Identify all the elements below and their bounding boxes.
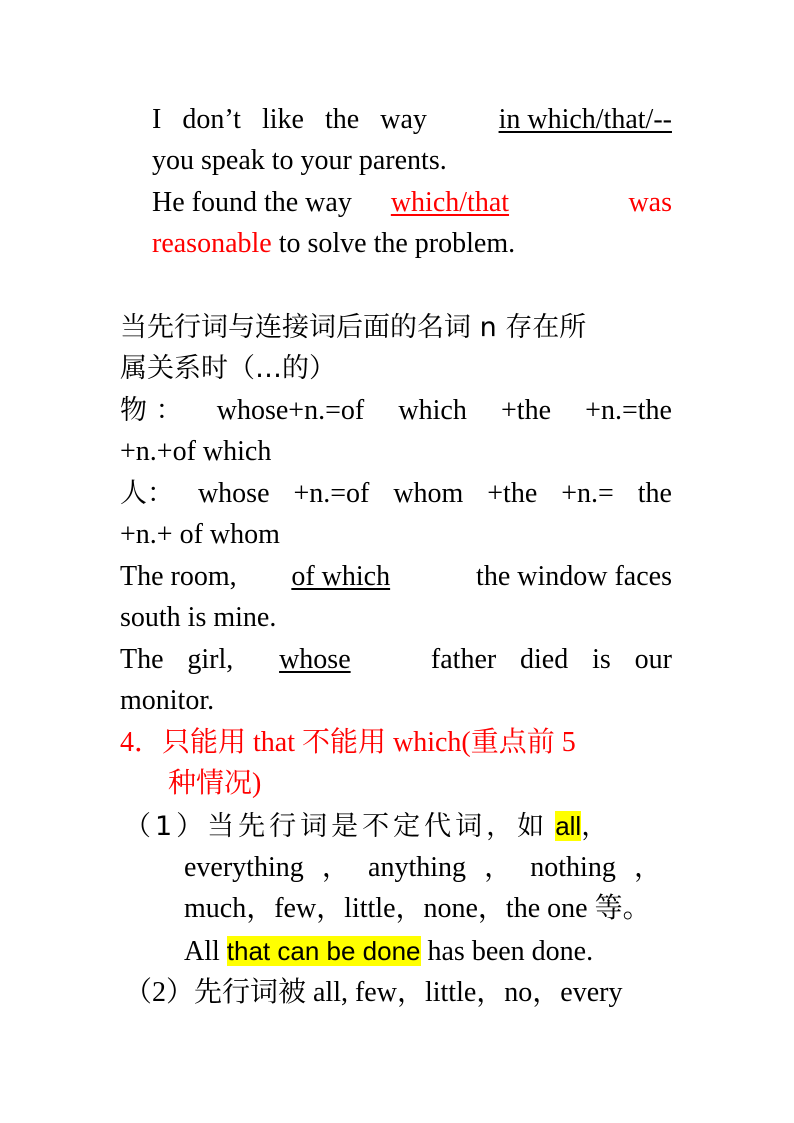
- rule-line-1: [120, 310, 586, 346]
- highlight: that can be done: [226, 936, 421, 966]
- label: 物 ：: [120, 395, 183, 426]
- word: our: [634, 644, 672, 675]
- heading-text: 种情况): [168, 768, 262, 799]
- word: ，: [633, 852, 662, 883]
- word: ，: [321, 852, 350, 883]
- word: whose: [197, 478, 270, 509]
- example-2: [120, 642, 672, 678]
- label: 人：: [120, 478, 174, 509]
- word: ，: [484, 852, 513, 883]
- person-line: [120, 476, 672, 512]
- thing-line: [120, 393, 672, 429]
- text: ，: [581, 811, 609, 842]
- text: 属关系时（…的）: [120, 353, 336, 384]
- answer-blank: in which/that/--: [498, 104, 672, 135]
- word: +n.=the: [585, 395, 672, 426]
- text: （2）先行词被 all, few，little，no，every: [124, 977, 623, 1008]
- word: father: [430, 644, 497, 675]
- line-2: [152, 143, 447, 179]
- text: +n.+of which: [120, 436, 272, 467]
- example-2-cont: [120, 683, 214, 719]
- text: 当先行词与连接词后面的名词 n 存在所: [120, 312, 587, 343]
- word: +n.=of: [293, 478, 370, 509]
- word: like: [262, 104, 304, 135]
- word: whom: [393, 478, 464, 509]
- heading-text: 4．只能用 that 不能用 which(重点前 5: [120, 727, 576, 758]
- line-3: [152, 185, 672, 221]
- word: the: [325, 104, 360, 135]
- section-heading: [120, 725, 576, 761]
- word: I: [152, 104, 162, 135]
- thing-line-2: [120, 434, 271, 470]
- word: +the: [501, 395, 551, 426]
- point-2: [124, 975, 622, 1011]
- text: He found the way: [152, 187, 352, 218]
- text: has been done.: [420, 936, 594, 967]
- word: is: [592, 644, 611, 675]
- point-1-row-2: [184, 850, 662, 886]
- highlight: all: [555, 811, 582, 841]
- answer-blank: of which: [291, 561, 391, 592]
- text: you speak to your parents.: [152, 145, 447, 176]
- word: died: [520, 644, 569, 675]
- word: +n.=: [561, 478, 614, 509]
- text: much，few，little，none，the one 等。: [184, 893, 651, 924]
- word: the: [637, 478, 672, 509]
- word: which: [398, 395, 467, 426]
- text: to solve the problem.: [271, 228, 516, 259]
- word: girl,: [187, 644, 234, 675]
- example-1: [120, 559, 672, 595]
- text: +n.+ of whom: [120, 519, 280, 550]
- text: （1）当先行词是不定代词，如: [124, 811, 549, 842]
- text: The room,: [120, 561, 237, 592]
- word: anything: [368, 852, 467, 883]
- word: everything: [184, 852, 304, 883]
- line-4: [152, 226, 515, 262]
- text: reasonable: [152, 228, 272, 259]
- answer-blank: which/that: [390, 187, 510, 218]
- word: +the: [487, 478, 538, 509]
- text: south is mine.: [120, 602, 277, 633]
- answer-blank: whose: [279, 644, 351, 675]
- line-1: [152, 102, 672, 138]
- rule-line-2: [120, 351, 336, 387]
- text: All: [184, 936, 227, 967]
- text: the window faces: [476, 561, 672, 592]
- word: whose+n.=of: [216, 395, 365, 426]
- point-1: [124, 808, 608, 845]
- point-1-row-4: [184, 933, 593, 970]
- word: The: [120, 644, 164, 675]
- point-1-row-3: [184, 891, 651, 927]
- text: monitor.: [120, 685, 215, 716]
- person-line-2: [120, 517, 280, 553]
- example-1-cont: [120, 600, 276, 636]
- word: nothing: [530, 852, 616, 883]
- text: was: [628, 187, 672, 218]
- section-heading-cont: [168, 766, 261, 802]
- word: don’t: [182, 104, 241, 135]
- word: way: [380, 104, 427, 135]
